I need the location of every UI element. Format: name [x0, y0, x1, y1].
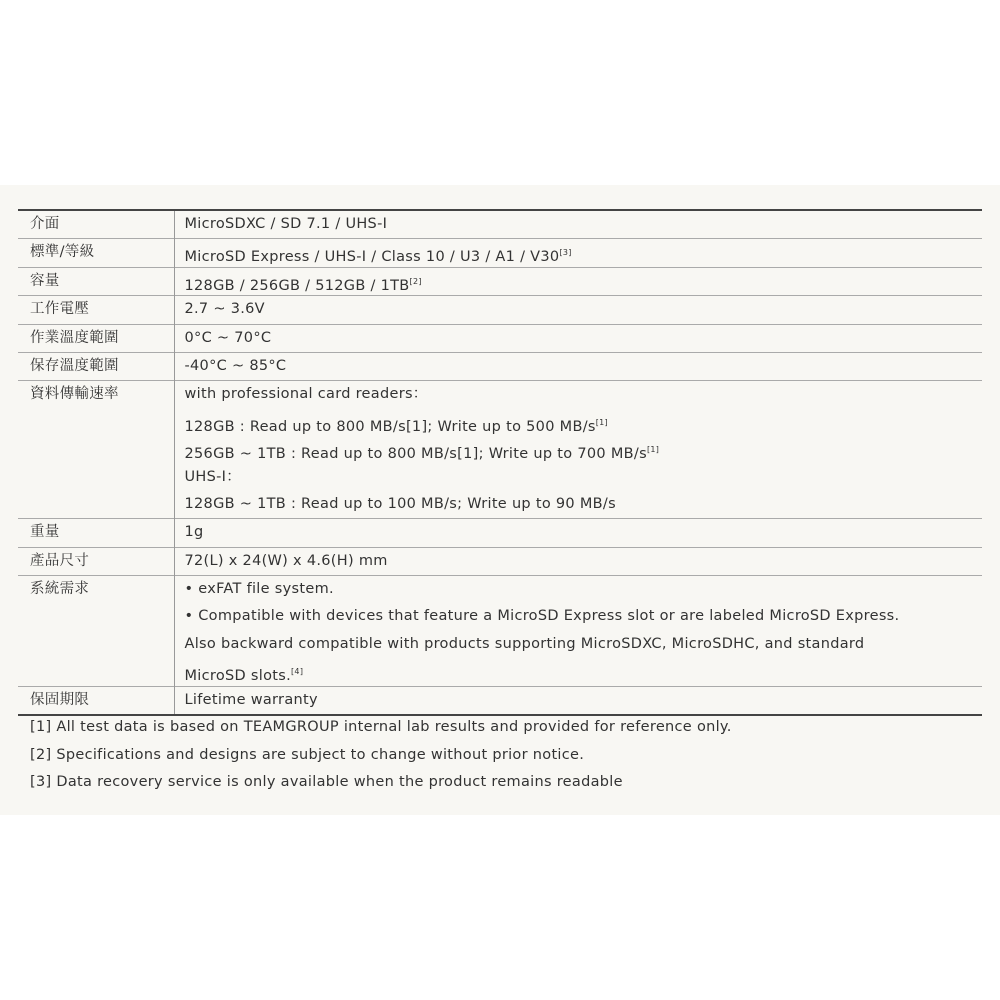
footnotes: [30, 714, 732, 797]
spec-row: [18, 267, 982, 295]
spec-row: [18, 352, 982, 380]
spec-value-line: [185, 268, 983, 295]
spec-value-text: with professional card readers：: [184, 386, 428, 403]
footnote: [3] Data recovery service is only available when the product remains readable: [30, 774, 623, 790]
spec-row: [18, 210, 982, 239]
spec-label-text: 系統需求: [30, 581, 90, 598]
spec-row: [18, 324, 982, 352]
spec-value-text: MicroSDXC / SD 7.1 / UHS-I: [184, 216, 388, 232]
spec-label: [18, 352, 174, 380]
spec-value-line: [185, 325, 983, 352]
spec-value-text: MicroSD slots.: [184, 668, 292, 685]
spec-value-line: [185, 436, 983, 463]
spec-value-line: [185, 211, 983, 238]
spec-value-text: 128GB ~ 1TB : Read up to 100 MB/s; Write up to 90 MB/s: [184, 495, 616, 512]
spec-label-text: 容量: [30, 272, 60, 289]
spec-value-text: Lifetime warranty: [184, 691, 318, 708]
spec-value: [174, 267, 982, 295]
spec-value: [174, 352, 982, 380]
spec-value: [174, 381, 982, 519]
spec-value-line: [185, 519, 983, 546]
spec-value-line: [185, 548, 983, 575]
spec-value-text: 256GB ~ 1TB : Read up to 800 MB/s[1]; Write up to 700 MB/s: [184, 446, 647, 463]
spec-value: [174, 576, 982, 687]
spec-value-line: [185, 631, 983, 658]
spec-value-line: [185, 409, 983, 436]
spec-value: [174, 686, 982, 715]
spec-value-text: 2.7 ~ 3.6V: [184, 301, 265, 318]
spec-value: [174, 296, 982, 324]
spec-row: [18, 519, 982, 547]
spec-value-text: 0°C ~ 70°C: [184, 329, 272, 346]
spec-value: [174, 239, 982, 267]
spec-value: [174, 210, 982, 239]
footnote: [1] All test data is based on TEAMGROUP internal lab results and provided for reference only.: [30, 719, 732, 735]
spec-label: [18, 210, 174, 239]
spec-value-text: • exFAT file system.: [184, 581, 334, 598]
spec-label: [18, 519, 174, 547]
spec-value-line: [185, 658, 983, 685]
spec-label: [18, 296, 174, 324]
footnote-ref: [1]: [595, 417, 608, 427]
spec-value-text: • Compatible with devices that feature a MicroSD Express slot or are labeled MicroSD Express.: [184, 608, 900, 625]
footnote-ref: [4]: [291, 667, 304, 677]
spec-value-line: [185, 353, 983, 380]
spec-row: [18, 296, 982, 324]
spec-row: [18, 239, 982, 267]
spec-value: [174, 547, 982, 575]
spec-value-text: 128GB : Read up to 800 MB/s[1]; Write up to 500 MB/s: [184, 418, 596, 435]
spec-value-text: 1g: [184, 524, 204, 541]
spec-value: [174, 519, 982, 547]
spec-label-text: 資料傳輸速率: [30, 386, 119, 403]
spec-label-text: 標準/等級: [30, 244, 95, 261]
footnote-ref: [2]: [409, 276, 422, 286]
footnote-ref: [3]: [559, 248, 572, 258]
spec-value-line: [185, 381, 983, 408]
spec-value-text: MicroSD Express / UHS-I / Class 10 / U3 / A1 / V30: [184, 249, 560, 266]
spec-label: [18, 239, 174, 267]
spec-table: [18, 209, 982, 716]
spec-row: [18, 547, 982, 575]
spec-label-text: 保存溫度範圍: [30, 357, 119, 374]
spec-label-text: 重量: [30, 524, 60, 541]
spec-label: [18, 576, 174, 687]
spec-value-line: [185, 687, 983, 714]
spec-label-text: 工作電壓: [30, 301, 90, 318]
spec-row: [18, 686, 982, 715]
spec-value-line: [185, 464, 983, 491]
spec-value-line: [185, 603, 983, 630]
spec-value-text: 128GB / 256GB / 512GB / 1TB: [184, 277, 410, 294]
spec-label: [18, 686, 174, 715]
spec-value-text: Also backward compatible with products supporting MicroSDXC, MicroSDHC, and standard: [184, 635, 865, 652]
spec-value-text: -40°C ~ 85°C: [184, 357, 287, 374]
spec-label-text: 保固期限: [30, 691, 90, 708]
spec-value-line: [185, 239, 983, 266]
spec-label: [18, 324, 174, 352]
spec-value-text: 72(L) x 24(W) x 4.6(H) mm: [184, 552, 388, 569]
spec-label: [18, 381, 174, 519]
spec-row: [18, 576, 982, 687]
spec-label-text: 作業溫度範圍: [30, 329, 119, 346]
spec-value-line: [185, 296, 983, 323]
spec-label: [18, 547, 174, 575]
spec-value-line: [185, 576, 983, 603]
spec-label: [18, 267, 174, 295]
spec-label-text: 產品尺寸: [30, 552, 90, 569]
spec-row: [18, 381, 982, 519]
spec-value: [174, 324, 982, 352]
footnote: [2] Specifications and designs are subject to change without prior notice.: [30, 746, 585, 763]
footnote-ref: [1]: [646, 445, 660, 455]
spec-label-text: 介面: [30, 216, 60, 232]
spec-value-text: UHS-I：: [184, 468, 242, 485]
spec-value-line: [185, 491, 983, 518]
